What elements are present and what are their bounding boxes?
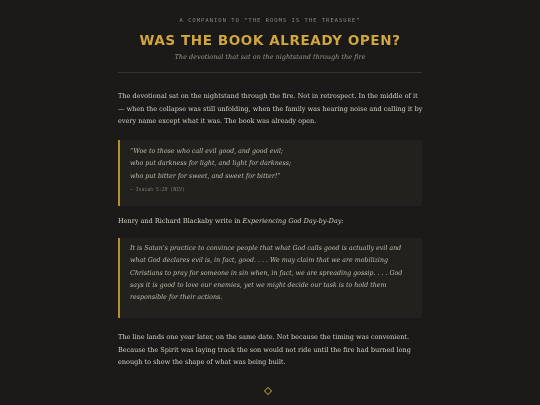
attribution-paragraph [118, 215, 424, 228]
scripture-line: who put darkness for light, and light for darkness; [130, 160, 292, 168]
book-title: Experiencing God Day-by-Day [242, 217, 342, 225]
scripture-line: who put bitter for sweet, and sweet for bitter!” [130, 172, 281, 180]
scripture-citation: — Isaiah 5:20 (NIV) [130, 187, 185, 193]
excerpt-blockquote [118, 238, 422, 318]
scripture-blockquote [118, 140, 422, 206]
page-title: WAS THE BOOK ALREADY OPEN? [139, 33, 401, 49]
excerpt-text: It is Satan’s practice to convince people that what God calls good is actually evil and what God declares evil is, in fact, good. . . . We may claim that we are mobilizing Christians to pray for someone in sin when, in fact, we are spreading gossip. . . . God says it is good to love our enemies, yet we might decide our task is to hold them responsible for their actions. [130, 245, 403, 302]
attribution-suffix: : [341, 217, 344, 225]
intro-paragraph: The devotional sat on the nightstand through the fire. Not in retrospect. In the middle of it — when the collapse was still unfolding, when the family was hearing noise and calling it by every name except what it was. The book was already open. [118, 92, 423, 125]
header-divider [118, 72, 422, 73]
closing-paragraph: The line lands one year later, on the same date. Not because the timing was convenient. Because the Spirit was laying track the son would not ride until the fire had burned long enough to show the shape of what was being built. [118, 333, 411, 366]
page-subtitle: The devotional that sat on the nightstand through the fire [174, 53, 366, 61]
attribution-prefix: Henry and Richard Blackaby write in [118, 217, 243, 225]
scripture-line: “Woe to those who call evil good, and good evil; [130, 148, 284, 155]
companion-kicker: A COMPANION TO “THE ROOMS IS THE TREASURE” [179, 18, 361, 24]
diamond-ornament-icon [264, 387, 272, 395]
